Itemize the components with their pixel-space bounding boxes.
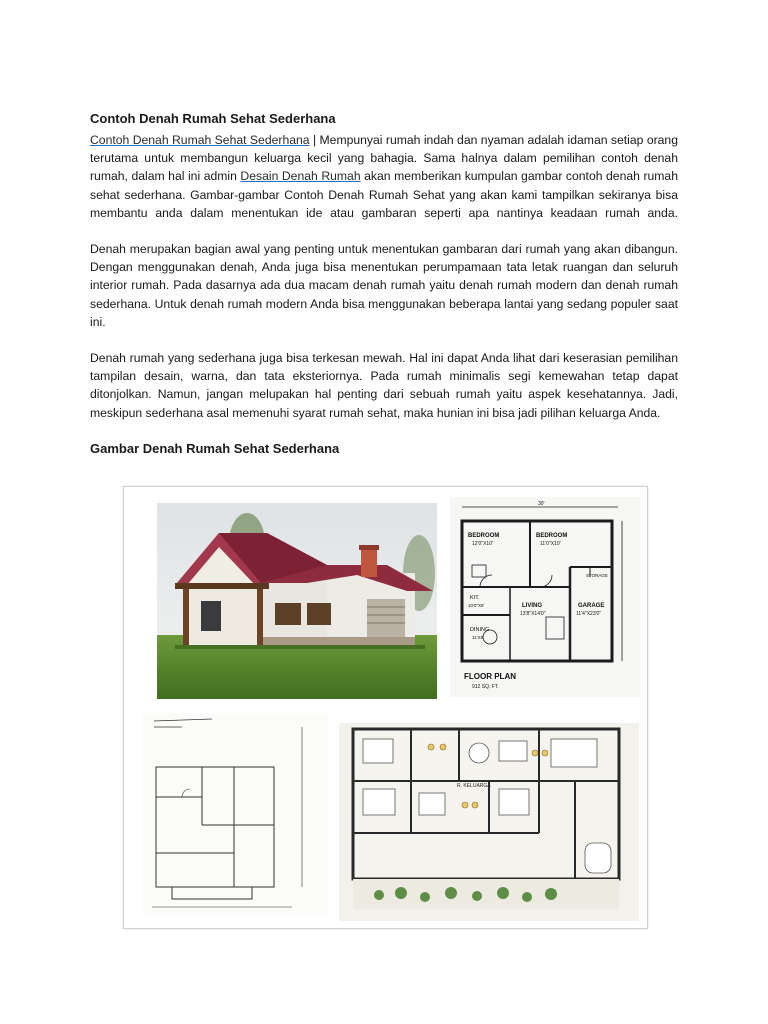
plan1-label-living: LIVING	[522, 603, 543, 609]
article-link[interactable]: Contoh Denah Rumah Sehat Sederhana	[90, 133, 310, 147]
hand-drawn-sketch-plan	[142, 713, 328, 915]
plan1-label-kit: KIT.	[470, 595, 480, 601]
plan1-title: FLOOR PLAN	[464, 672, 516, 681]
plan1-label-storage: STORAGE	[586, 573, 608, 578]
floor-plan-collage	[123, 486, 648, 929]
plan1-label-dining: DINING	[470, 627, 490, 633]
plan1-area: 912 SQ. FT.	[472, 684, 499, 690]
intro-text-2: akan memberikan kumpulan gambar contoh denah rumah sehat sederhana. Gambar-gambar Contoh Denah Rumah Sehat yang akan kami tampilkan sekiranya bisa membantu anda dalam menentukan ide atau gambaran seperti apa nantinya keadaan rumah anda.	[90, 169, 678, 220]
article	[90, 110, 678, 461]
plan1-size-kit: 10'0"X8'	[468, 603, 485, 608]
plan1-label-garage: GARAGE	[578, 603, 605, 609]
image-section-heading: Gambar Denah Rumah Sehat Sederhana	[90, 440, 340, 456]
body-paragraph-2: Denah merupakan bagian awal yang penting untuk menentukan gambaran dari rumah yang akan dibangun. Dengan menggunakan denah, Anda juga bisa menentukan perumpamaan tata letak ruangan dan seluruh interior rumah. Pada dasarnya ada dua macam denah rumah yaitu denah rumah modern dan denah rumah sederhana. Untuk denah rumah modern Anda bisa menggunakan beberapa lantai yang sedang populer saat ini.	[90, 242, 678, 329]
plan1-size-dining: 11'X8'	[472, 635, 484, 640]
intro-paragraph	[90, 131, 678, 222]
plan1-size-bedroom-2: 11'0"X10'	[540, 541, 561, 547]
intro-text-1: | Mempunyai rumah indah dan nyaman adalah idaman setiap orang terutama untuk membangun keluarga kecil yang bahagia. Sama halnya dalam pemilihan contoh denah rumah, dalam hal ini admin	[90, 133, 678, 184]
house-photo	[157, 503, 437, 699]
plan2-label-keluarga: R. KELUARGA	[457, 783, 491, 789]
plan1-size-garage: 11'4"X23'0"	[576, 611, 602, 617]
body-paragraph-3: Denah rumah yang sederhana juga bisa terkesan mewah. Hal ini dapat Anda lihat dari keserasian pemilihan tampilan desain, warna, dan tata eksteriornya. Pada rumah minimalis segi kemewahan tetap dapat ditonjolkan. Namun, jangan melupakan hal penting dari sebuah rumah yaitu aspek kesehatannya. Jadi, meskipun sederhana asal memenuhi syarat rumah sehat, maka hunian ini bisa jadi pilihan keluarga Anda.	[90, 351, 678, 420]
plan1-label-bedroom-1: BEDROOM	[468, 533, 500, 539]
plan1-size-living: 13'8"X14'0"	[520, 611, 546, 617]
plan1-size-bedroom-1: 12'0"X10'	[472, 541, 493, 547]
plan1-label-bedroom-2: BEDROOM	[536, 533, 568, 539]
article-title: Contoh Denah Rumah Sehat Sederhana	[90, 111, 336, 126]
floor-plan-drawing-2	[339, 723, 639, 921]
plan1-dim-top: 30'	[538, 501, 545, 507]
floor-plan-drawing-1	[450, 497, 640, 697]
desain-denah-link[interactable]: Desain Denah Rumah	[240, 169, 361, 184]
